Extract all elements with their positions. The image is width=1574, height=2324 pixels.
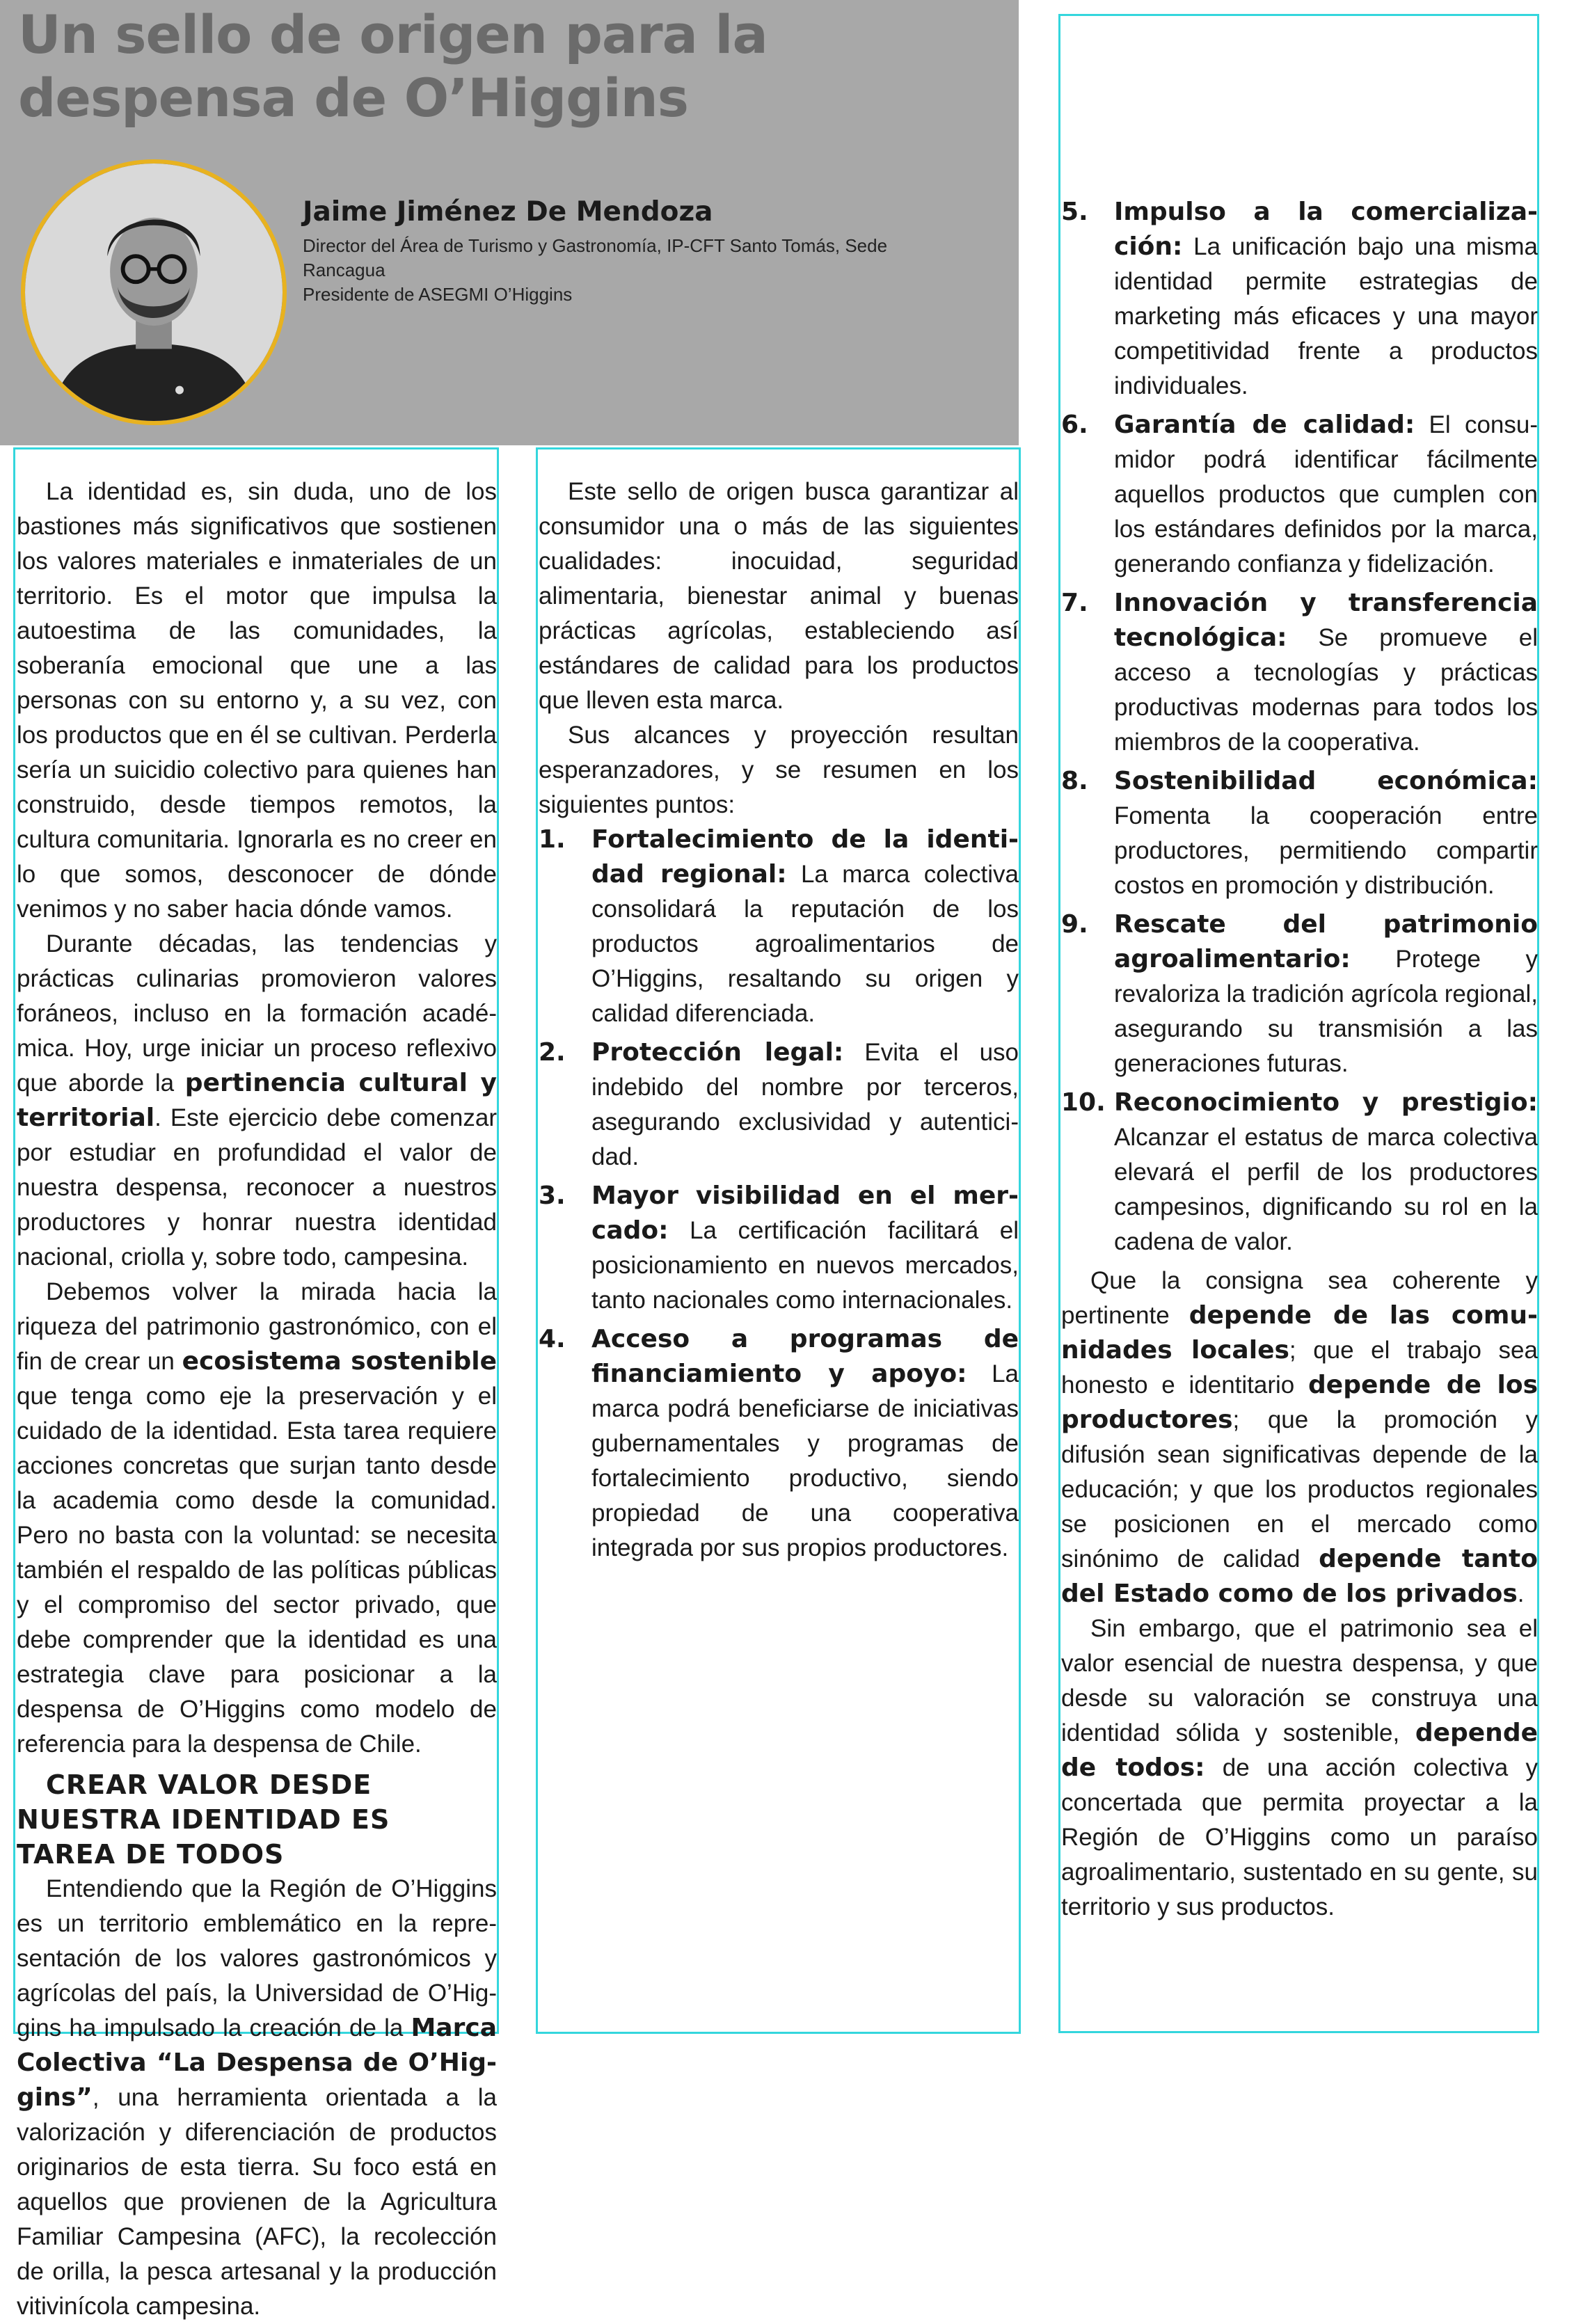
list-item-title: Protección legal: [591, 1038, 844, 1067]
list-item-text: La marca colectiva consolidará la reputación de los productos agroalimentarios de O’Higgins, resaltando su origen y calidad diferenciada. [591, 861, 1019, 1027]
emphasis: depende de todos: [1061, 1719, 1538, 1782]
list-item-title: Impulso a la comercialización: [1114, 198, 1538, 261]
author-portrait-icon [25, 164, 283, 421]
list-item-number: 7. [1061, 589, 1088, 617]
author-role-2: Presidente de ASEGMI O’Higgins [303, 284, 573, 305]
list-item-title: Garantía de calidad: [1114, 411, 1415, 439]
paragraph-4: Entendiendo que la Región de O’Higgins es un territorio emblemático en la representación de los valores gastronómicos y agrícolas del país, la Universidad de O’Higgins ha impulsado la creación de la Marca Colectiva “La Despensa de O’Higgins”, una herramienta orientada a la valorización y diferenciación de productos originarios de esta tierra. Su foco está en aquellos que provienen de la Agricultura Familiar Campesina (AFC), la recolección de orilla, la pesca artesanal y la producción vitivinícola campesina. [17, 1875, 497, 2320]
list-item-text: Se promueve el acceso a tecnologías y prácticas productivas modernas para todos los miembros de la cooperativa. [1114, 624, 1538, 756]
list-item [1061, 1085, 1538, 1259]
list-item [1061, 408, 1538, 582]
author-photo [21, 159, 287, 425]
emphasis: depende de las comunidades locales [1061, 1301, 1538, 1364]
emphasis: depende tanto del Estado como de los privados [1061, 1545, 1538, 1608]
list-item [1061, 764, 1538, 903]
list-item-number: 8. [1061, 767, 1088, 795]
list-item-text: La certificación facilitará el posicionamiento en nuevos mercados, tanto nacionales como internacionales. [591, 1217, 1019, 1314]
list-item-title: Reconocimiento y prestigio: [1114, 1088, 1538, 1117]
column-3 [1061, 195, 1538, 1925]
author-role-1: Director del Área de Turismo y Gastronomía, IP-CFT Santo Tomás, Sede Rancagua [303, 235, 888, 280]
benefits-list-b [1061, 195, 1538, 1259]
list-item-title: Fortalecimiento de la identidad regional: [591, 825, 1019, 889]
emphasis: Marca Colectiva “La Despensa de O’Higgins” [17, 2014, 497, 2112]
list-item-title: Acceso a programas de financiamiento y apoyo: [591, 1325, 1019, 1388]
list-item-title: Rescate del patrimonio agroalimentario: [1114, 910, 1538, 973]
author-name: Jaime Jiménez De Mendoza [303, 196, 713, 228]
list-item-number: 1. [539, 825, 566, 854]
list-item-title: Innovación y transferencia tecnológica: [1114, 589, 1538, 652]
emphasis: pertinencia cultural y territorial [17, 1069, 497, 1132]
list-item-text: Evita el uso indebido del nombre por terceros, asegurando exclusividad y autenticidad. [591, 1039, 1019, 1170]
paragraph-1: La identidad es, sin duda, uno de los bastiones más significativos que sostienen los valores materiales e inmateriales de un territorio. Es el motor que impulsa la autoestima de las comunidades, la soberanía emocional que une a las personas con su entorno y, a su vez, con los productos que en él se cultivan. Perderla sería un suicidio colectivo para quienes han construido, desde tiempos remotos, la cultura comunitaria. Ignorarla es no creer en lo que somos, desconocer de dónde venimos y no saber hacia dónde vamos. [17, 478, 497, 923]
list-item-text: La unificación bajo una misma identidad permite estrategias de marketing más eficaces y una mayor competitividad frente a productos individuales. [1114, 233, 1538, 399]
list-item-text: Alcanzar el estatus de marca colectiva elevará el perfil de los productores campesinos, dignificando su rol en la cadena de valor. [1114, 1124, 1538, 1255]
list-item [1061, 195, 1538, 404]
emphasis: depende de los productores [1061, 1371, 1538, 1434]
list-item-number: 10. [1061, 1088, 1106, 1117]
section-subheading: CREAR VALOR DESDE NUESTRA IDENTIDAD ES TAREA DE TODOS [17, 1769, 390, 1870]
list-item-number: 9. [1061, 910, 1088, 939]
paragraph-3: Debemos volver la mirada hacia la riqueza del patrimonio gastronómico, con el fin de crear un ecosistema sostenible que tenga como eje la preservación y el cuidado de la identidad. Esta tarea requiere acciones concretas que surjan tanto desde la academia como desde la comunidad. Pero no basta con la voluntad: se necesita también el respaldo de las políticas públicas y el compromiso del sector privado, que debe comprender que la identidad es una estrategia clave para posicionar a la despensa de O’Higgins como modelo de referencia para la despensa de Chile. [17, 1278, 497, 1758]
paragraph-7: Que la consigna sea coherente y pertinente depende de las comunidades locales; que el trabajo sea honesto e identitario depende de los productores; que la promoción y difusión sean significativas depende de la educación; y que los productos regionales se posicionen en el mercado como sinónimo de calidad depende tanto del Estado como de los privados. [1061, 1267, 1538, 1608]
paragraph-5: Este sello de origen busca garantizar al consumidor una o más de las siguientes cualidades: inocuidad, seguridad alimentaria, bienestar animal y buenas prácticas agrícolas, estableciendo así estándares de calidad para los productos que lleven esta marca. [539, 478, 1019, 714]
article-title: Un sello de origen para la despensa de O’Higgins [18, 3, 768, 129]
list-item-text: Protege y revaloriza la tradición agrícola regional, asegurando su transmisión a las generaciones futuras. [1114, 946, 1538, 1077]
column-2 [539, 475, 1019, 1570]
author-info [303, 195, 929, 307]
list-item-number: 2. [539, 1038, 566, 1067]
list-item [539, 1322, 1019, 1566]
list-item-text: Fomenta la cooperación entre productores, permitiendo compartir costos en promoción y distribución. [1114, 802, 1538, 899]
list-item-number: 3. [539, 1181, 566, 1210]
list-item-title: Sostenibilidad económica: [1114, 767, 1538, 795]
list-item [539, 1035, 1019, 1175]
list-item-number: 6. [1061, 411, 1088, 439]
list-item [539, 1179, 1019, 1318]
list-item-title: Mayor visibilidad en el mercado: [591, 1181, 1019, 1245]
paragraph-2: Durante décadas, las tendencias y prácticas culinarias promovieron valores foráneos, incluso en la formación académica. Hoy, urge iniciar un proceso reflexivo que aborde la pertinencia cultural y territorial. Este ejercicio debe comenzar por estudiar en profundidad el valor de nuestra despensa, reconocer a nuestros productores y honrar nuestra identidad nacional, criolla y, sobre todo, campesina. [17, 930, 497, 1271]
list-item [1061, 907, 1538, 1081]
column-1 [17, 475, 497, 2324]
list-item-text: La marca podrá beneficiarse de iniciativas gubernamentales y programas de fortalecimiento productivo, siendo propiedad de una cooperativa integrada por sus propios productores. [591, 1360, 1019, 1561]
benefits-list-a [539, 822, 1019, 1566]
list-item [1061, 586, 1538, 760]
paragraph-6: Sus alcances y proyección resultan esperanzadores, y se resumen en los siguientes puntos: [539, 722, 1019, 818]
list-item [539, 822, 1019, 1031]
list-item-number: 4. [539, 1325, 566, 1353]
header-banner [0, 0, 1019, 445]
list-item-text: El consumidor podrá identificar fácilmente aquellos productos que cumplen con los estándares definidos por la marca, generando confianza y fidelización. [1114, 411, 1538, 578]
paragraph-8: Sin embargo, que el patrimonio sea el valor esencial de nuestra despensa, y que desde su valoración se construya una identidad sólida y sostenible, depende de todos: de una acción colectiva y concertada que permita proyectar a la Región de O’Higgins como un paraíso agroalimentario, sustentado en su gente, su territorio y sus productos. [1061, 1615, 1538, 1920]
list-item-number: 5. [1061, 198, 1088, 226]
emphasis: ecosistema sostenible [182, 1347, 497, 1376]
